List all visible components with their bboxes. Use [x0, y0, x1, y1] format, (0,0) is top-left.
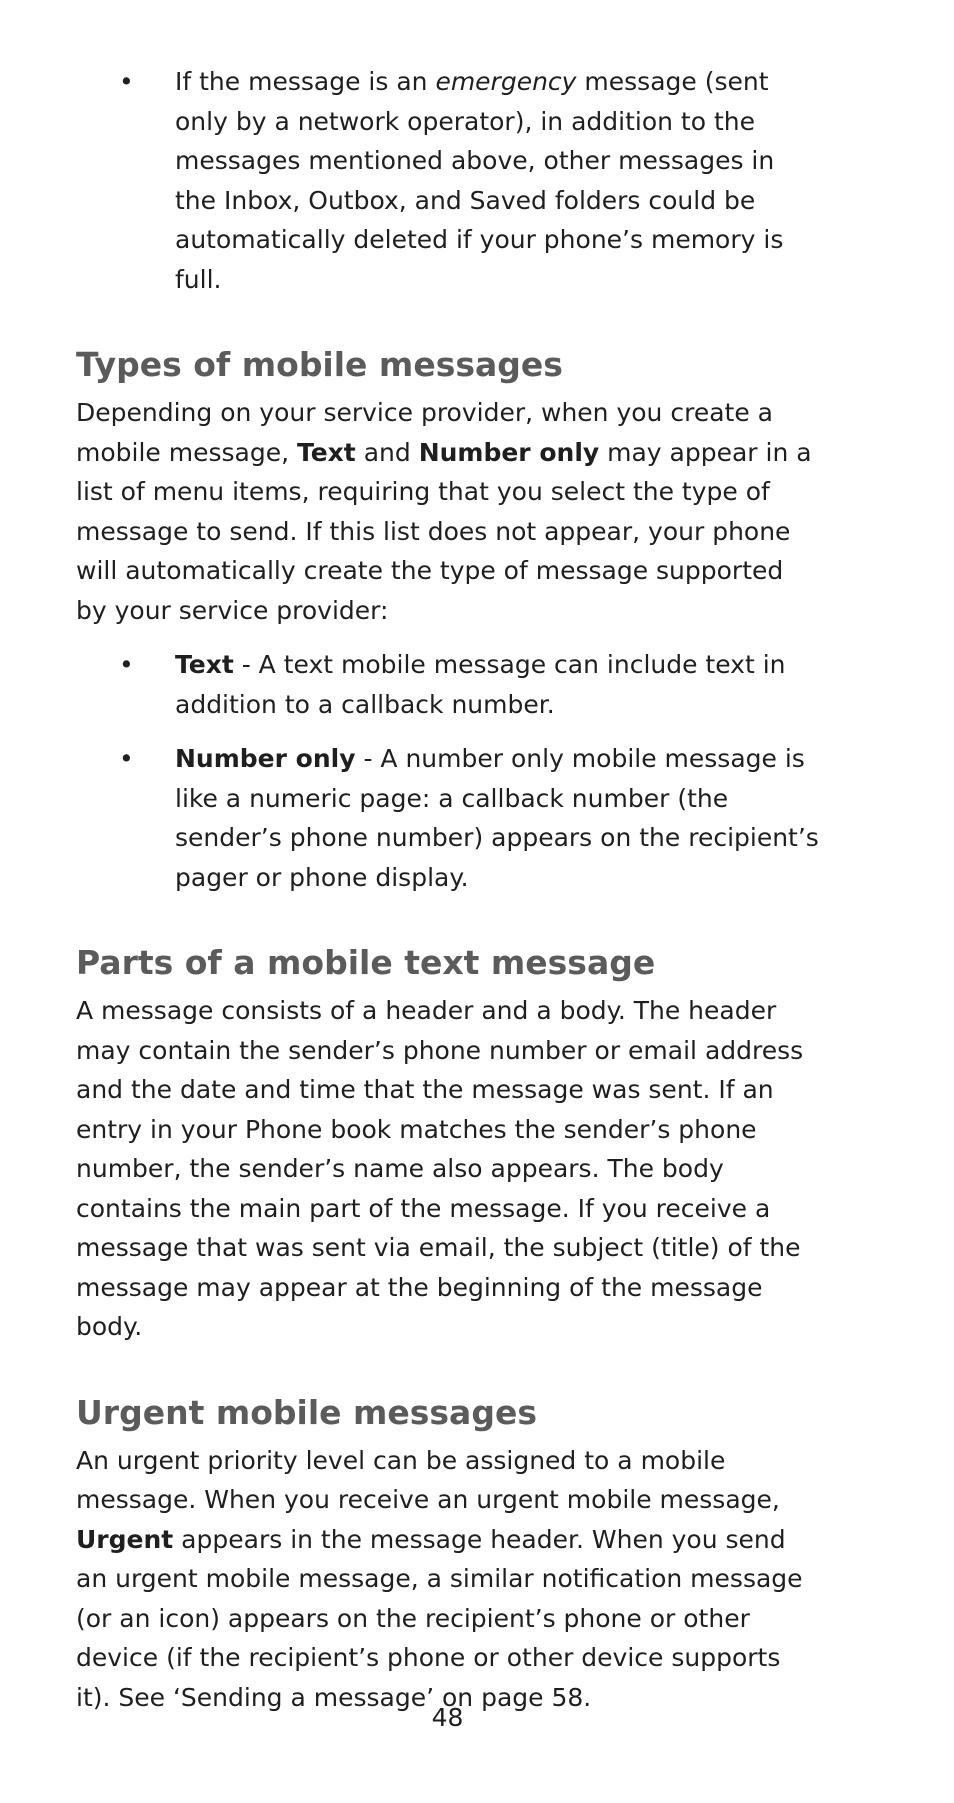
heading-types: Types of mobile messages	[76, 345, 563, 384]
bullet-desc: - A number only mobile message is like a numeric page: a callback number (the sender’s phone number) appears on the recipient’s pager or phone display.	[175, 744, 819, 892]
parts-paragraph: A message consists of a header and a body. The header may contain the sender’s phone number or email address and the date and time that the message was sent. If an entry in your Phone book matches the sender’s phone number, the sender’s name also appears. The body contains the main part of the message. If you receive a message that was sent via email, the subject (title) of the message may appear at the beginning of the message body.	[76, 996, 804, 1341]
urgent-term: Urgent	[76, 1524, 174, 1554]
types-paragraph	[76, 393, 821, 630]
bullet-item-number-only	[76, 739, 821, 897]
emergency-emphasis: emergency	[435, 67, 577, 96]
types-bullet-list	[76, 645, 821, 897]
heading-parts: Parts of a mobile text message	[76, 943, 656, 982]
page-content	[76, 62, 821, 1717]
types-term-number-only: Number only	[418, 437, 600, 467]
page-number: 48	[431, 1703, 464, 1732]
urgent-paragraph	[76, 1441, 821, 1718]
types-text-2: and	[355, 437, 419, 467]
bullet-icon: •	[119, 650, 134, 679]
bullet-text-pre: If the message is an	[175, 67, 436, 96]
bullet-item-emergency	[76, 62, 821, 299]
bullet-icon: •	[119, 744, 134, 773]
bullet-item-text	[76, 645, 821, 724]
intro-bullet-list	[76, 62, 821, 299]
bullet-desc: - A text mobile message can include text in addition to a callback number.	[175, 650, 786, 719]
types-text-1: Depending on your service provider, when you create a mobile message,	[76, 398, 773, 467]
bullet-term: Text	[175, 650, 234, 679]
bullet-term: Number only	[175, 744, 356, 773]
heading-urgent: Urgent mobile messages	[76, 1392, 537, 1432]
bullet-text-post: message (sent only by a network operator), in addition to the messages mentioned above, other messages in the Inbox, Outbox, and Saved folders could be automatically deleted if your phone’s memory is full.	[175, 67, 784, 294]
types-term-text: Text	[296, 437, 356, 467]
bullet-icon: •	[119, 67, 134, 96]
urgent-text-1: An urgent priority level can be assigned to a mobile message. When you receive an urgent mobile message,	[76, 1445, 780, 1514]
types-text-3: may appear in a list of menu items, requiring that you select the type of message to send. If this list does not appear, your phone will automatically create the type of message supported by your service provider:	[76, 437, 812, 625]
urgent-text-2: appears in the message header. When you send an urgent mobile message, a similar notification message (or an icon) appears on the recipient’s phone or other device (if the recipient’s phone or other device supports it). See ‘Sending a message’ on page 58.	[76, 1524, 803, 1712]
